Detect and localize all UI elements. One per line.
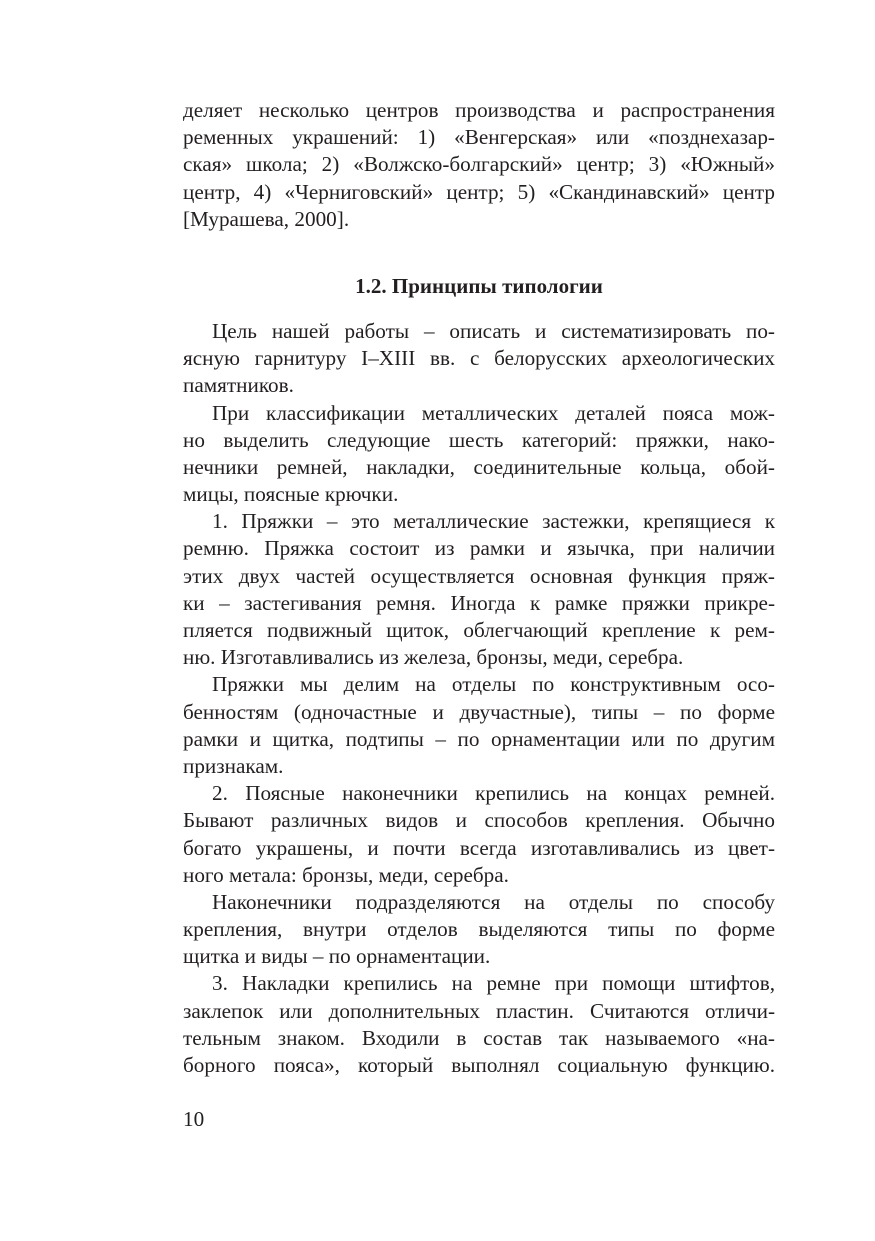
section-heading: 1.2. Принципы типологии: [355, 273, 603, 298]
text-line: Цель нашей работы – описать и систематизировать по-: [212, 318, 775, 343]
paragraph: [183, 889, 775, 971]
text-line: пляется подвижный щиток, облегчающий крепление к рем-: [183, 618, 775, 642]
text-line: мицы, поясные крючки.: [183, 482, 399, 507]
text-line: крепления, внутри отделов выделяются типы по форме: [183, 917, 775, 942]
text-line: ки – застегивания ремня. Иногда к рамке пряжки прикре-: [183, 590, 775, 615]
paragraph: [183, 671, 775, 780]
paragraph: [183, 780, 775, 889]
text-line: Пряжки мы делим на отделы по конструктивным осо-: [212, 672, 775, 697]
text-line: памятников.: [183, 373, 294, 398]
page-body: [183, 97, 775, 1079]
paragraph: [183, 400, 775, 509]
text-line: богато украшены, и почти всегда изготавливались из цвет-: [183, 835, 775, 860]
text-line: ясную гарнитуру I–XIII вв. с белорусских археологических: [183, 346, 775, 371]
paragraph: [183, 318, 775, 400]
paragraph: [183, 970, 775, 1079]
text-line: Наконечники подразделяются на отделы по способу: [212, 889, 775, 914]
paragraph: [183, 508, 775, 671]
text-line: бенностям (одночастные и двучастные), типы – по форме: [183, 699, 775, 724]
text-line: Бывают различных видов и способов крепления. Обычно: [183, 808, 775, 833]
text-line: этих двух частей осуществляется основная функция пряж-: [183, 563, 775, 588]
text-line: деляет несколько центров производства и распространения: [183, 98, 775, 122]
text-line: заклепок или дополнительных пластин. Считаются отличи-: [183, 998, 775, 1023]
text-line: борного пояса», который выполнял социальную функцию.: [183, 1053, 775, 1077]
text-line: ременных украшений: 1) «Венгерская» или «позднехазар-: [183, 125, 775, 150]
text-line: рамки и щитка, подтипы – по орнаментации или по другим: [183, 726, 775, 751]
text-line: ремню. Пряжка состоит из рамки и язычка, при наличии: [183, 536, 775, 561]
intro-paragraph-block: [183, 97, 775, 233]
text-line: ская» школа; 2) «Волжско-болгарский» центр; 3) «Южный»: [183, 152, 775, 177]
body-paragraphs: [183, 318, 775, 1079]
text-line: ню. Изготавливались из железа, бронзы, меди, серебра.: [183, 645, 684, 670]
text-line: но выделить следующие шесть категорий: пряжки, нако-: [183, 427, 775, 452]
text-line: тельным знаком. Входили в состав так называемого «на-: [183, 1025, 775, 1050]
text-line: центр, 4) «Черниговский» центр; 5) «Скандинавский» центр: [183, 179, 775, 204]
text-line: При классификации металлических деталей пояса мож-: [212, 400, 775, 425]
text-line: 1. Пряжки – это металлические застежки, крепящиеся к: [212, 509, 775, 534]
text-line: нечники ремней, накладки, соединительные кольца, обой-: [183, 454, 775, 479]
paragraph: [183, 97, 775, 233]
page-number: 10: [183, 1107, 205, 1131]
text-line: щитка и виды – по орнаментации.: [183, 944, 491, 969]
text-line: 3. Накладки крепились на ремне при помощи штифтов,: [212, 971, 775, 996]
text-line: 2. Поясные наконечники крепились на концах ремней.: [212, 781, 775, 806]
text-line: признакам.: [183, 753, 284, 778]
text-line: ного метала: бронзы, меди, серебра.: [183, 862, 509, 887]
text-line: [Мурашева, 2000].: [183, 206, 350, 231]
